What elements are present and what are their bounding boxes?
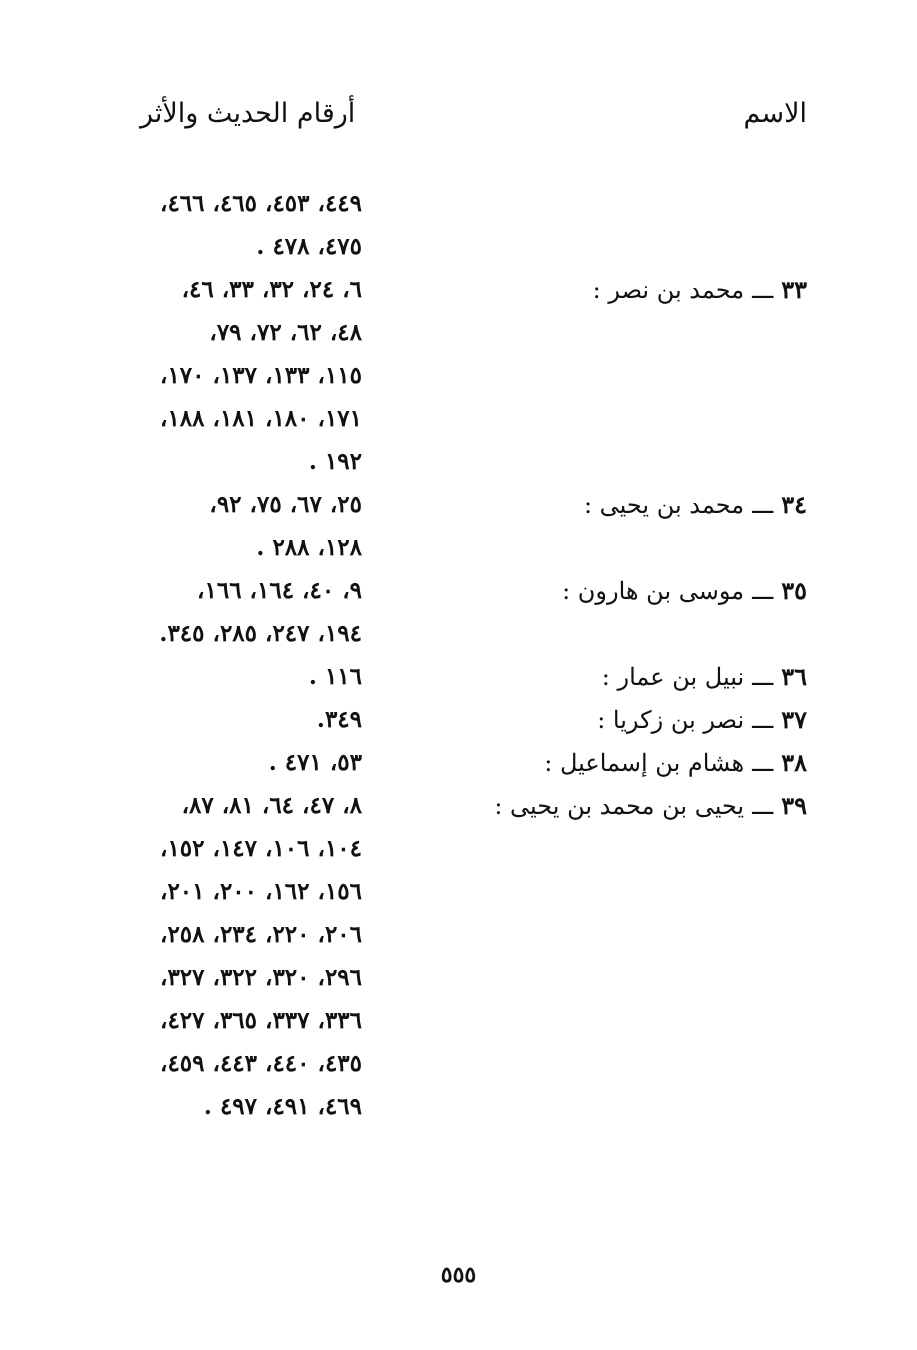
entry-dash: ـــ: [752, 276, 774, 304]
numbers-line: ١٠٤، ١٠٦، ١٤٧، ١٥٢،: [160, 835, 362, 862]
numbers-line: ١٩٢ .: [308, 448, 362, 475]
numbers-line: ٢٥، ٦٧، ٧٥، ٩٢،: [209, 491, 362, 518]
entry-number: ٣٤: [781, 490, 807, 519]
entry-dash: ـــ: [752, 491, 774, 519]
narrator-name: محمد بن نصر :: [592, 276, 745, 304]
entry-number: ٣٣: [781, 275, 807, 304]
entry-dash: ـــ: [752, 749, 774, 777]
numbers-line: ٣٤٩.: [316, 706, 362, 733]
numbers-line: ١٧١، ١٨٠، ١٨١، ١٨٨،: [160, 405, 362, 432]
narrator-entry: [562, 569, 807, 612]
numbers-line: ١٥٦، ١٦٢، ٢٠٠، ٢٠١،: [160, 878, 362, 905]
entry-number: ٣٥: [781, 576, 807, 605]
entry-number: ٣٨: [781, 748, 807, 777]
narrator-name: موسى بن هارون :: [562, 577, 745, 605]
numbers-line: ٤٧٥، ٤٧٨ .: [256, 233, 362, 260]
numbers-line: ٤٦٩، ٤٩١، ٤٩٧ .: [203, 1093, 362, 1120]
narrator-name: نصر بن زكريا :: [597, 706, 745, 734]
narrator-name: يحيى بن محمد بن يحيى :: [494, 792, 745, 820]
narrator-entry: [584, 483, 807, 526]
numbers-line: ٨، ٤٧، ٦٤، ٨١، ٨٧،: [181, 792, 362, 819]
entry-dash: ـــ: [752, 663, 774, 691]
entry-number: ٣٩: [781, 791, 807, 820]
numbers-line: ٦، ٢٤، ٣٢، ٣٣، ٤٦،: [181, 276, 362, 303]
narrator-name: نبيل بن عمار :: [601, 663, 745, 691]
column-header-numbers: أرقام الحديث والأثر: [140, 98, 356, 129]
hadith-numbers-column: [100, 182, 362, 1128]
numbers-line: ٤٨، ٦٢، ٧٢، ٧٩،: [209, 319, 362, 346]
entry-dash: ـــ: [752, 577, 774, 605]
narrator-entry: [602, 655, 807, 698]
narrator-entry: [544, 741, 807, 784]
entry-dash: ـــ: [752, 792, 774, 820]
narrator-name: محمد بن يحيى :: [583, 491, 745, 519]
numbers-line: ٢٩٦، ٣٢٠، ٣٢٢، ٣٢٧،: [160, 964, 362, 991]
numbers-line: ٤٤٩، ٤٥٣، ٤٦٥، ٤٦٦،: [160, 190, 362, 217]
narrator-entry: [593, 268, 807, 311]
numbers-line: ١١٦ .: [308, 663, 362, 690]
entry-number: ٣٧: [781, 705, 807, 734]
page-number: ٥٥٥: [440, 1262, 477, 1288]
numbers-line: ٣٣٦، ٣٣٧، ٣٦٥، ٤٢٧،: [160, 1007, 362, 1034]
numbers-line: ٥٣، ٤٧١ .: [268, 749, 362, 776]
narrator-entry: [494, 784, 807, 827]
numbers-line: ١٩٤، ٢٤٧، ٢٨٥، ٣٤٥.: [159, 620, 362, 647]
numbers-line: ٢٠٦، ٢٢٠، ٢٣٤، ٢٥٨،: [160, 921, 362, 948]
numbers-line: ٤٣٥، ٤٤٠، ٤٤٣، ٤٥٩،: [160, 1050, 362, 1077]
narrator-entry: [597, 698, 807, 741]
numbers-line: ١٢٨، ٢٨٨ .: [256, 534, 362, 561]
column-header-name: الاسم: [743, 98, 807, 129]
numbers-line: ٩، ٤٠، ١٦٤، ١٦٦،: [197, 577, 362, 604]
entry-dash: ـــ: [752, 706, 774, 734]
entry-number: ٣٦: [781, 662, 807, 691]
narrator-name: هشام بن إسماعيل :: [544, 749, 745, 777]
numbers-line: ١١٥، ١٣٣، ١٣٧، ١٧٠،: [160, 362, 362, 389]
